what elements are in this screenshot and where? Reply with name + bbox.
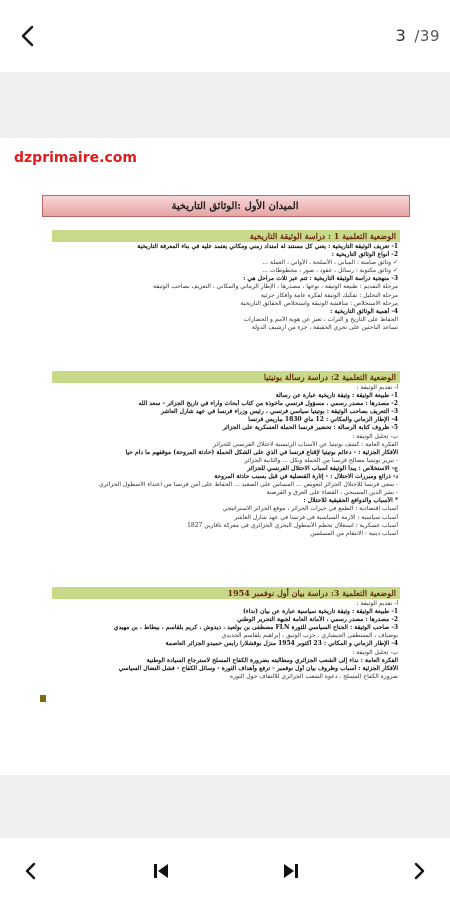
document-text-line: 3- التعريف بصاحب الوثيقة : بوتيتيا سياسي فرنسي ، رئيس وزراء فرنسا في عهد شارل العاشر (160, 408, 398, 416)
document-text-line: تساعد الباحثين على تحري الحقيقة ، جزء من أرشيف الدولة (251, 323, 398, 331)
document-text-line: - تبرير بوتيتيا مصالح فرنسا من الحملة وبكل ... والثانية الجزائر (244, 456, 398, 464)
top-bar (0, 0, 450, 72)
document-text-line: أ- تقديم الوثيقة : (356, 384, 398, 391)
document-text-line: 4- الإطار الزماني والمكاني : 12 ماي 1830 بباريس فرنسا (248, 416, 398, 424)
section-body (58, 243, 398, 332)
document-text-line: ب- تحليل الوثيقة : (352, 648, 398, 656)
first-page-button[interactable] (146, 856, 176, 886)
document-text-line: مرحلة التحليل : تفكيك الوثيقة لفكرة عامة وأفكار جزئية (260, 291, 398, 299)
document-text-line: د- ذرائع ومبررات الاحتلال : - إثارة القنصلية في قبل بسبب حادثة المروحة (214, 473, 398, 481)
current-page: 3 (395, 26, 407, 45)
skip-to-last-icon (281, 862, 301, 880)
document-text-line: 2- أنواع الوثائق التاريخية : (331, 251, 398, 259)
title-part-2: الوثائق التاريخية (171, 200, 238, 212)
section-heading: الوضعية التعلمية 1 : دراسة الوثيقة التاريخية (52, 230, 400, 242)
bottom-nav-bar (0, 838, 450, 900)
page-number-marker (40, 695, 46, 702)
section-body (58, 600, 398, 681)
document-text-line: ج- الاستخلاص : يبدأ الوثيقة أسباب الاحتلال الفرنسي للجزائر (247, 464, 398, 472)
document-text-line: 2- مصدرها : مصدر رسمي ، الأمانة العامة لجبهة التحرير الوطني (237, 616, 398, 624)
document-text-line: 4- أهمية الوثائق التاريخية : (330, 307, 398, 315)
last-page-button[interactable] (276, 856, 306, 886)
section-body (58, 384, 398, 538)
document-text-line: أسباب اقتصادية : الطمع في خيرات الجزائر ، موقع الجزائر الاستراتيجي (222, 505, 398, 513)
document-title (42, 195, 410, 217)
document-text-line: أ- تقديم الوثيقة : (356, 600, 398, 607)
title-part-1: الميدان الأول : (237, 200, 299, 212)
document-text-line: - سعي فرنسا للاحتلال الجزائر لتعويض ... المساس على الصعيد ... الحفاظ على أمن فرنسا من اعتداء الأسطول الجزائري (98, 481, 398, 489)
document-text-line: - نشر الدين المسيحي ، القضاء على العرق و القرصنة (266, 489, 398, 497)
chevron-left-icon (23, 862, 39, 880)
document-text-line: 5- ظروف كتابة الرسالة : تحضير فرنسا الحملة العسكرية على الجزائر (222, 424, 398, 432)
back-button[interactable] (10, 18, 46, 54)
document-text-line: مرحلة الاستخلاص : مناقشة الوثيقة واستخلاص الحقائق التاريخية (240, 299, 398, 307)
section-heading: الوضعية التعلمية 2: دراسة رسالة بوتيتيا (52, 371, 400, 383)
section-heading: الوضعية التعلمية 3: دراسة بيان أول نوفمبر 1954 (52, 587, 400, 599)
skip-to-first-icon (151, 862, 171, 880)
document-text-line: الفكرة العامة : كشف بوتيتيا عن الأسباب الرئيسية لاحتلال الفرنسي للجزائر (213, 440, 398, 448)
document-text-line: * الأسباب والدوافع الحقيقية للاحتلال : (303, 497, 398, 505)
previous-page-button[interactable] (16, 856, 46, 886)
chevron-right-icon (411, 862, 427, 880)
brand-watermark: dzprimaire.com (14, 150, 137, 166)
document-text-line: 1- طبيعة الوثيقة : وثيقة تاريخية عبارة عن رسالة (275, 392, 398, 400)
document-text-line: 1- تعريف الوثيقة التاريخية : يعني كل مستند له امتداد زمني ومكاني يعتمد عليه في بناء المعرفة التاريخية (137, 243, 398, 250)
document-text-line: الأفكار الجزئية : أسباب وظروف بيان أول نوفمبر - ترفع وأهداف الثورة - وسائل الكفاح - فشل النضال السياسي (118, 664, 398, 672)
back-arrow-icon (17, 25, 39, 47)
document-text-line: الحفاظ على التاريخ و التراث ، تعبر عن هوية الأمم و الحضارات (243, 315, 398, 323)
document-text-line: 3- صاحب الوثيقة : الجناح السياسي للثورة FLN مصطفى بن بولعيد ، ديدوش ، كريم بلقاسم ، بيطاط ، بن مهيدي (113, 624, 398, 632)
document-text-line: أسباب عسكرية : استغلال تحطم الأسطول البحري الجزائري في معركة نافارين 1827 (187, 521, 398, 529)
document-text-line: أسباب سياسية : الأزمة السياسية في فرنسا في عهد شارل العاشر (234, 513, 398, 521)
document-text-line: الأفكار الجزئية : - دعائم بوتيتيا لإقناع فرنسا في الذي على الشكل الحملة (حادثة المروحة) موقفهم ما دام حيا (125, 448, 398, 456)
document-text-line: ب- تحليل الوثيقة : (352, 432, 398, 440)
page-indicator (396, 26, 440, 45)
next-page-button[interactable] (404, 856, 434, 886)
document-text-line: ✓ وثائق مكتوبة : رسائل ، عقود ، صور ، مخطوطات ... (262, 267, 398, 275)
document-text-line: الفكرة العامة : نداء إلى الشعب الجزائري ومطالبته بضرورة الكفاح المسلح لاسترجاع السيادة الوطنية (146, 656, 398, 664)
document-text-line: أسباب دينية : الانتقام من المسلمين (310, 529, 398, 537)
document-page (0, 138, 450, 775)
document-text-line: ✓ وثائق صامتة : المباني ، الأسلحة ، الأواني ، العملة ... (262, 259, 398, 267)
document-text-line: 1- طبيعة الوثيقة : وثيقة تاريخية سياسية عبارة عن بيان (نداء) (242, 608, 398, 616)
document-text-line: 4- الإطار الزماني و المكاني : 23 أكتوبر 1954 منزل بوقشلارا رايس حميدو الجزائر العاصمة (165, 640, 398, 648)
total-pages: /39 (414, 27, 440, 45)
document-text-line: 3- منهجية دراسة الوثيقة التاريخية : تتم عبر ثلاث مراحل هي : (243, 275, 398, 283)
document-text-line: ضرورة الكفاح المسلح ، دعوة الشعب الجزائري للالتفاف حول الثورة (229, 672, 398, 680)
document-text-line: 2- مصدرها : مصدر رسمي ، مسؤول فرنسي مأخوذة من كتاب أبحاث وآراء في تاريخ الجزائر - سعد الله (138, 400, 398, 408)
document-text-line: بوضياف ، المسطفى الجيشاري ، حزب الوثيق ، إبراهيم بلقاسم الجديدي (221, 632, 398, 640)
document-text-line: مرحلة التقديم : طبيعة الوثيقة ، نوعها ، مصدرها ، الإطار الزماني والمكاني ، التعريف بصاحب الوثيقة (153, 283, 398, 291)
